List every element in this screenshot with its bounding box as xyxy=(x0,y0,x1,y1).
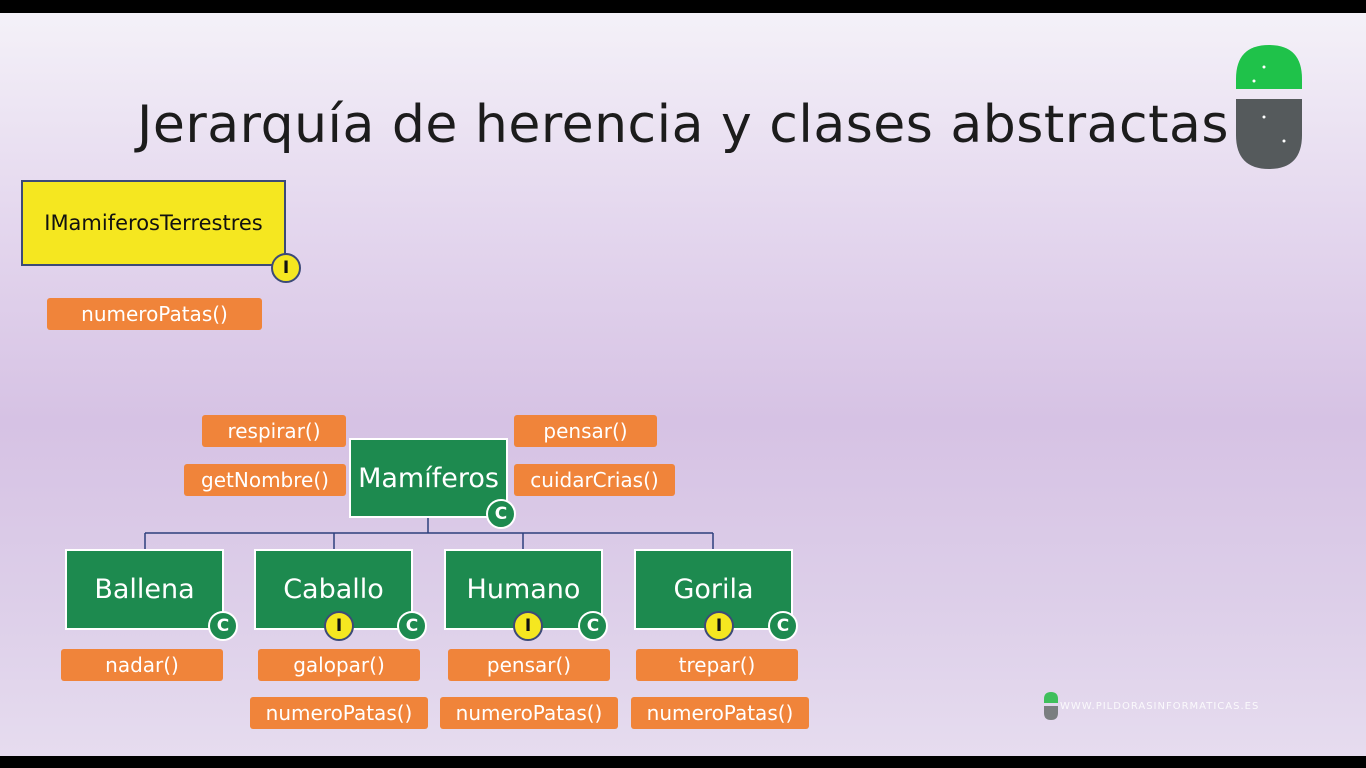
root-method-getnombre: getNombre() xyxy=(184,464,346,496)
class-humano-badge: C xyxy=(578,611,608,641)
class-gorila-badge: C xyxy=(768,611,798,641)
class-mamiferos-label: Mamíferos xyxy=(358,462,499,494)
root-method-pensar: pensar() xyxy=(514,415,657,447)
class-ballena-label: Ballena xyxy=(94,574,195,605)
gorila-interface-badge: I xyxy=(704,611,734,641)
gorila-impl-method: numeroPatas() xyxy=(631,697,809,729)
humano-method: pensar() xyxy=(448,649,610,681)
humano-impl-method: numeroPatas() xyxy=(440,697,618,729)
class-ballena xyxy=(65,549,224,630)
interface-badge: I xyxy=(271,253,301,283)
class-humano-label: Humano xyxy=(466,574,581,605)
class-caballo-label: Caballo xyxy=(283,574,384,605)
slide xyxy=(0,13,1366,756)
class-mamiferos xyxy=(349,438,508,518)
watermark-logo-icon xyxy=(1043,691,1059,721)
class-mamiferos-badge: C xyxy=(486,499,516,529)
class-gorila-label: Gorila xyxy=(673,574,754,605)
watermark-text: WWW.PILDORASINFORMATICAS.ES xyxy=(1060,701,1260,712)
interface-name: IMamiferosTerrestres xyxy=(44,211,263,235)
root-method-respirar: respirar() xyxy=(202,415,346,447)
caballo-interface-badge: I xyxy=(324,611,354,641)
ballena-method: nadar() xyxy=(61,649,223,681)
caballo-method: galopar() xyxy=(258,649,420,681)
root-method-cuidarcrias: cuidarCrias() xyxy=(514,464,675,496)
caballo-impl-method: numeroPatas() xyxy=(250,697,428,729)
hierarchy-lines xyxy=(0,13,1366,756)
interface-method: numeroPatas() xyxy=(47,298,262,330)
slide-title: Jerarquía de herencia y clases abstractas xyxy=(137,95,1229,155)
class-caballo-badge: C xyxy=(397,611,427,641)
humano-interface-badge: I xyxy=(513,611,543,641)
class-ballena-badge: C xyxy=(208,611,238,641)
gorila-method: trepar() xyxy=(636,649,798,681)
